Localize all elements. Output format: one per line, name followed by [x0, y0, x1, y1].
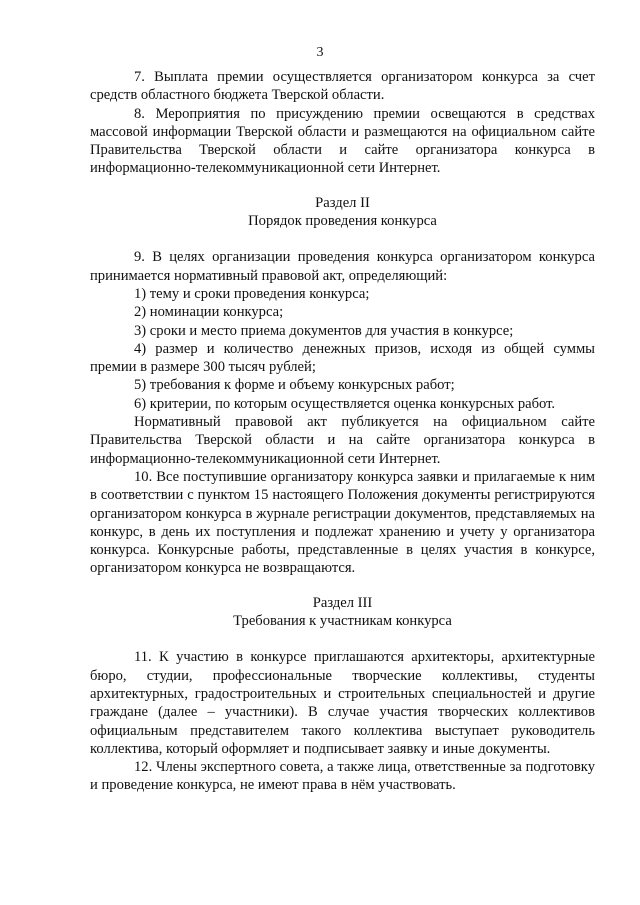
paragraph-9-item-6: 6) критерии, по которым осуществляется оценка конкурсных работ.: [134, 395, 556, 412]
document-body: [90, 68, 595, 795]
paragraph-9-item-2: 2) номинации конкурса;: [134, 304, 284, 321]
paragraph-11: 11. К участию в конкурсе приглашаются архитекторы, архитектурные бюро, студии, профессиональные творческие коллективы, студенты архитектурных, градостроительных и строительных специальностей и другие граждане (далее – участники). В случае участия творческих коллективов официальным представителем такого коллектива выступает руководитель коллектива, который оформляет и подписывает заявку и иные документы.: [90, 649, 595, 757]
paragraph-12: 12. Члены экспертного совета, а также лица, ответственные за подготовку и проведение конкурса, не имеют права в нём участвовать.: [90, 759, 595, 794]
paragraph-9-item-5: 5) требования к форме и объему конкурсных работ;: [134, 377, 455, 394]
paragraph-9-item-3: 3) сроки и место приема документов для участия в конкурсе;: [134, 322, 514, 339]
paragraph-7: 7. Выплата премии осуществляется организатором конкурса за счет средств областного бюджета Тверской области.: [90, 69, 595, 104]
paragraph-10: 10. Все поступившие организатору конкурса заявки и прилагаемые к ним в соответствии с пунктом 15 настоящего Положения документы регистрируются организатором конкурса в журнале регистрации документов, представляемых на конкурс, в день их поступления и подлежат хранению и учету у организатора конкурса. Конкурсные работы, представленные в целях участия в конкурсе, организатором конкурса не возвращаются.: [90, 468, 595, 577]
paragraph-9-lead: 9. В целях организации проведения конкурса организатором конкурса принимается нормативный правовой акт, определяющий:: [90, 249, 595, 284]
paragraph-9-tail: Нормативный правовой акт публикуется на официальном сайте Правительства Тверской области и на сайте организатора конкурса в информационно-телекоммуникационной сети Интернет.: [90, 414, 595, 467]
section-3-label: Раздел III: [312, 594, 373, 611]
page-number: 3: [316, 45, 324, 60]
section-2-label: Раздел II: [315, 194, 370, 211]
section-2-title: Порядок проведения конкурса: [248, 213, 437, 230]
paragraph-9-item-1: 1) тему и сроки проведения конкурса;: [134, 285, 370, 302]
section-3-title: Требования к участникам конкурса: [233, 613, 452, 630]
paragraph-9-item-4: 4) размер и количество денежных призов, исходя из общей суммы премии в размере 300 тысяч рублей;: [90, 340, 595, 376]
paragraph-8: 8. Мероприятия по присуждению премии освещаются в средствах массовой информации Тверской области и размещаются на официальном сайте Правительства Тверской области и сайте организатора конкурса в информационно-телекоммуникационной сети Интернет.: [90, 105, 595, 177]
